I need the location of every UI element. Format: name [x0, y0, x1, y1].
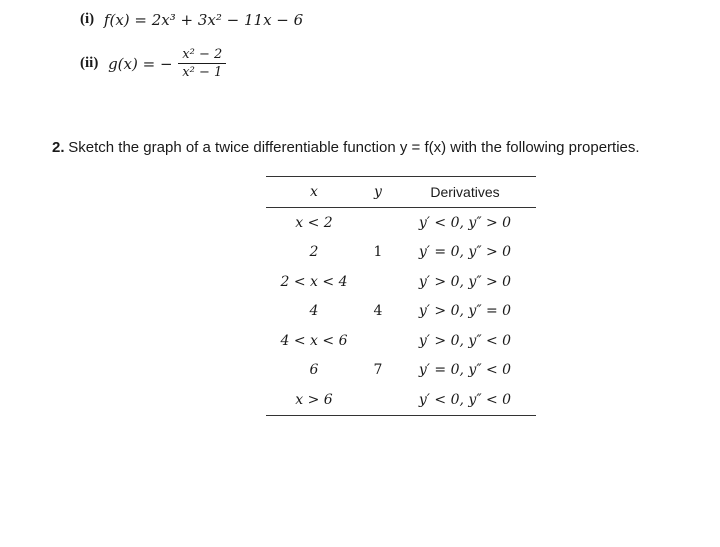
header-x: x [310, 184, 318, 200]
cell-y: 4 [373, 303, 383, 320]
cell-derivatives: y′ = 0, y″ < 0 [418, 362, 512, 379]
table-body [266, 208, 536, 415]
part-ii-fraction [178, 46, 226, 81]
table-row [266, 326, 536, 356]
table-row [266, 238, 536, 268]
header-derivatives: Derivatives [430, 184, 500, 200]
cell-x: 2 [309, 244, 319, 261]
cell-derivatives: y′ > 0, y″ > 0 [418, 273, 512, 290]
cell-x: 2 < x < 4 [280, 273, 348, 290]
cell-x: x > 6 [295, 391, 333, 408]
cell-derivatives: y′ > 0, y″ = 0 [418, 303, 512, 320]
problem-text: Sketch the graph of a twice differentiable function y = f(x) with the following properties. [68, 139, 640, 156]
cell-x: 6 [309, 362, 319, 379]
part-ii-label: (ii) [80, 54, 99, 71]
part-i [80, 11, 303, 29]
cell-derivatives: y′ > 0, y″ < 0 [418, 332, 512, 349]
cell-y: 1 [373, 244, 383, 261]
problem-2 [52, 139, 640, 157]
header-y: y [374, 184, 382, 200]
cell-x: 4 < x < 6 [280, 332, 348, 349]
properties-table [266, 176, 536, 416]
cell-derivatives: y′ < 0, y″ < 0 [418, 391, 512, 408]
cell-derivatives: y′ = 0, y″ > 0 [418, 244, 512, 261]
table-row [266, 208, 536, 238]
table-row [266, 356, 536, 386]
part-i-label: (i) [80, 11, 95, 28]
table-header-row [266, 177, 536, 208]
part-i-expression: f(x) = 2x³ + 3x² − 11x − 6 [103, 11, 304, 29]
fraction-numerator: x² − 2 [178, 46, 226, 64]
cell-derivatives: y′ < 0, y″ > 0 [418, 214, 512, 231]
problem-number: 2. [52, 139, 65, 156]
cell-y: 7 [373, 362, 383, 379]
cell-x: 4 [309, 303, 319, 320]
table-row [266, 297, 536, 327]
cell-x: x < 2 [295, 214, 333, 231]
part-ii-lhs: g(x) = − [108, 54, 173, 73]
part-ii [80, 46, 226, 81]
table-row [266, 385, 536, 415]
fraction-denominator: x² − 1 [182, 65, 223, 80]
table-row [266, 267, 536, 297]
